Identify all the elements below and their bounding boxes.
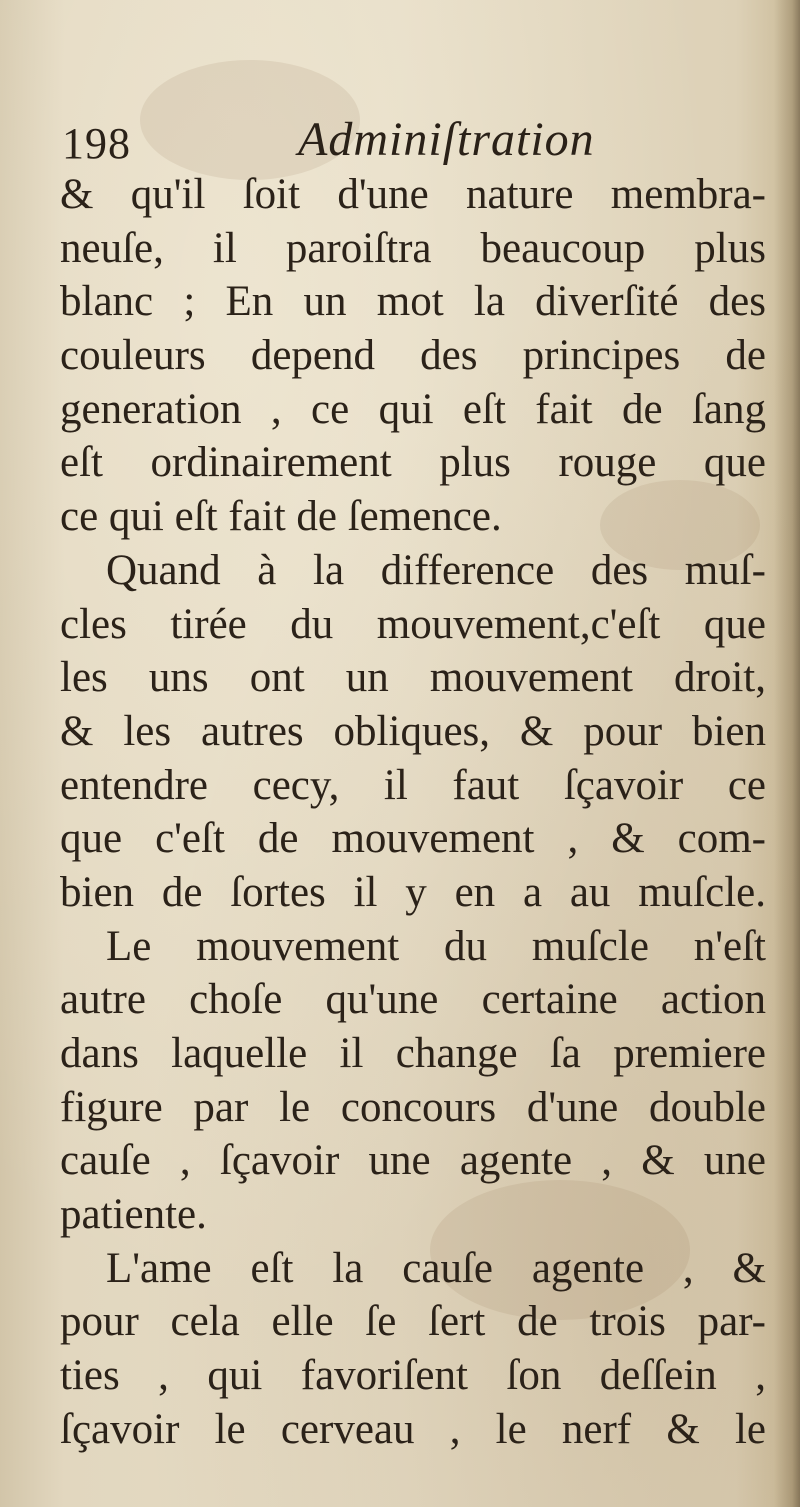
text-line: cauſe , ſçavoir une agente , & une xyxy=(60,1137,766,1185)
text-line: generation , ce qui eſt fait de ſang xyxy=(60,385,766,433)
text-line: dans laquelle il change ſa premiere xyxy=(60,1030,766,1077)
text-line: patiente. xyxy=(60,1191,207,1239)
text-line: L'ame eſt la cauſe agente , & xyxy=(106,1244,766,1292)
text-line: neuſe, il paroiſtra beaucoup plus xyxy=(60,224,766,272)
text-line: pour cela elle ſe ſert de trois par- xyxy=(60,1298,766,1346)
text-line: ſçavoir le cerveau , le nerf & le xyxy=(60,1405,766,1453)
text-line: couleurs depend des principes de xyxy=(60,332,766,380)
text-line: ce qui eſt fait de ſemence. xyxy=(60,493,502,541)
text-line: Quand à la difference des muſ- xyxy=(106,546,766,594)
text-line: autre choſe qu'une certaine action xyxy=(60,976,766,1024)
text-line: & qu'il ſoit d'une nature membra- xyxy=(60,171,766,218)
text-line: que c'eſt de mouvement , & com- xyxy=(60,815,766,863)
text-line: cles tirée du mouvement,c'eſt que xyxy=(60,600,766,648)
text-line: Le mouvement du muſcle n'eſt xyxy=(106,922,766,970)
text-line: figure par le concours d'une double xyxy=(60,1083,766,1131)
page-edge-shadow xyxy=(774,0,800,1507)
running-title: Adminiſtration xyxy=(298,113,595,166)
text-line: bien de ſortes il y en a au muſcle. xyxy=(60,868,766,916)
text-line: les uns ont un mouvement droit, xyxy=(60,654,766,702)
text-line: & les autres obliques, & pour bien xyxy=(60,707,766,755)
text-line: eſt ordinairement plus rouge que xyxy=(60,439,766,487)
text-line: entendre cecy, il faut ſçavoir ce xyxy=(60,761,766,809)
text-line: blanc ; En un mot la diverſité des xyxy=(60,278,766,326)
text-line: ties , qui favoriſent ſon deſſein , xyxy=(60,1352,766,1400)
body-text xyxy=(60,168,766,1457)
page-number: 198 xyxy=(62,119,131,168)
